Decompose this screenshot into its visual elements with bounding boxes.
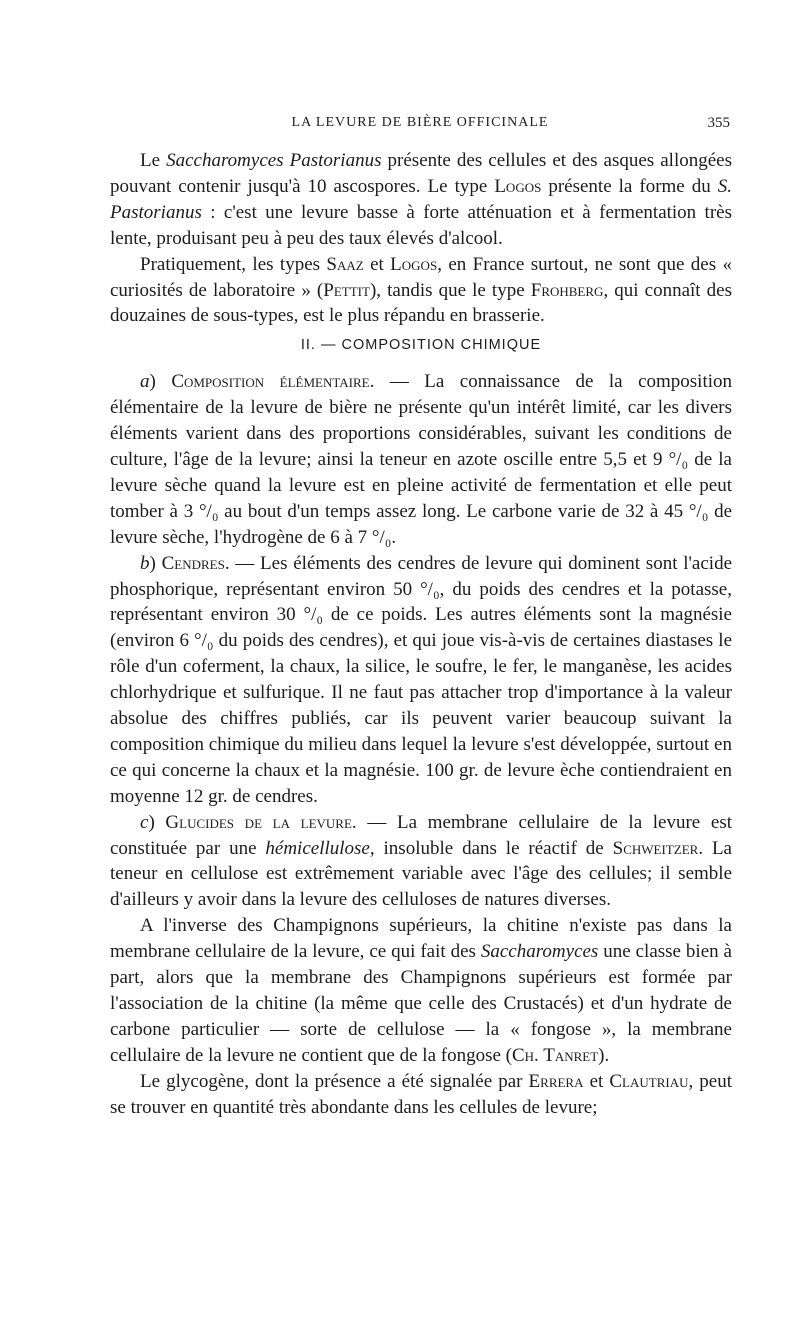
italic-term: Saccharomyces [480, 941, 599, 963]
italic-term: hémicellulose [265, 837, 370, 859]
text-run: et [583, 1070, 610, 1092]
text-run: , insoluble dans le réactif de [369, 837, 613, 859]
text-run: , peut se trouver en quantité très abondante dans les cellules de levure; [110, 1070, 733, 1118]
text-run: une classe bien à part, alors que la membrane des Champignons supérieurs est formée par l'association de la chitine (la même que celle des Crustacés) et d'un hydrate de carbone particulier — sorte de cellulose — la « fongose », la membrane cellulaire de la levure ne contient que de la fongose ( [110, 941, 732, 1066]
text-run: ) [149, 552, 162, 574]
text-run: : c'est une levure basse à forte atténuation et à fermentation très lente, produisant peu à peu des taux élevés d'alcool. [110, 201, 732, 249]
paragraph-saccharomyces-pastorianus [110, 148, 732, 252]
subsection-title: Composition élémentaire [171, 371, 370, 393]
paragraph-types-saaz-logos [110, 252, 732, 330]
item-letter: a [140, 371, 150, 393]
italic-term: S. Pastorianus [110, 175, 732, 223]
paragraph-composition-elementaire [110, 369, 732, 550]
text-run: présente des cellules et des asques allongées pouvant contenir jusqu'à 10 ascospores. Le type [110, 150, 732, 197]
section-heading: II. — COMPOSITION CHIMIQUE [300, 337, 542, 354]
text-run: ) [148, 811, 166, 833]
text-run: A l'inverse des Champignons supérieurs, la chitine n'existe pas dans la membrane cellulaire de la levure, ce qui fait des [110, 915, 732, 963]
author-name: Schweitzer [612, 837, 699, 859]
text-run: présente la forme du [541, 175, 718, 197]
text-run: . La teneur en cellulose est extrêmement variable avec l'âge des cellules; il semble d'ailleurs y avoir dans la levure des celluloses de natures diverses. [110, 837, 732, 911]
author-name: Errera [528, 1070, 584, 1092]
text-run: , qui connaît des douzaines de sous-types, est le plus répandu en brasserie. [110, 279, 733, 327]
text-run: et [363, 253, 391, 275]
paragraph-cendres [110, 551, 732, 810]
author-name: Pettit [323, 279, 370, 301]
running-title: LA LEVURE DE BIÈRE OFFICINALE [291, 115, 549, 130]
body-text [110, 148, 732, 1121]
text-run: Le glycogène, dont la présence a été signalée par [140, 1070, 529, 1092]
text-run: . — La membrane cellulaire de la levure est constituée par une [110, 811, 733, 859]
text-run: Pratiquement, les types [140, 253, 327, 275]
subsection-title: Cendres [161, 552, 225, 574]
item-letter: b [140, 552, 150, 574]
text-run: , en France surtout, ne sont que des « curiosités de laboratoire » ( [110, 253, 732, 301]
subsection-title: Glucides de la levure [165, 811, 352, 833]
page-header [110, 113, 730, 135]
small-caps-term: Logos [390, 253, 438, 275]
text-run: Le [140, 150, 167, 171]
author-name: Clautriau [609, 1070, 689, 1092]
text-run: ). [598, 1044, 610, 1066]
text-run: ) [149, 371, 172, 393]
paragraph-glycogene [110, 1069, 732, 1121]
text-run: ), tandis que le type [369, 279, 531, 301]
page-number: 355 [707, 115, 730, 131]
text-run: . — La connaissance de la composition élémentaire de la levure de bière ne présente qu'un intérêt limité, car les divers éléments varient dans des proportions considérables, suivant les conditions de culture, l'âge de la levure; ainsi la teneur en azote oscille entre 5,5 et 9 °/₀ de la levure sèche quand la levure est en pleine activité de fermentation et elle peut tomber à 3 °/₀ au bout d'un temps assez long. Le carbone varie de 32 à 45 °/₀ de levure sèche, l'hydrogène de 6 à 7 °/₀. [110, 371, 733, 548]
small-caps-term: Saaz [326, 253, 364, 275]
text-run: . — Les éléments des cendres de levure qui dominent sont l'acide phosphorique, représentant environ 50 °/₀, du poids des cendres et la potasse, représentant environ 30 °/₀ de ce poids. Les autres éléments sont la magnésie (environ 6 °/₀ du poids des cendres), et qui joue vis-à-vis de certaines diastases le rôle d'un coferment, la chaux, la silice, le soufre, le fer, le manganèse, les acides chlorhydrique et sulfurique. Il ne faut pas attacher trop d'importance à la valeur absolue des chiffres publiés, car ils peuvent varier beaucoup suivant la composition chimique du milieu dans lequel la levure s'est développée, surtout en ce qui concerne la chaux et la magnésie. 100 gr. de levure èche contiendraient en moyenne 12 gr. de cendres. [110, 552, 733, 807]
paragraph-chitine [110, 913, 732, 1068]
small-caps-term: Frohberg [530, 279, 604, 301]
italic-term: Saccharomyces Pastorianus [166, 150, 382, 171]
author-name: Ch. Tanret [512, 1044, 599, 1066]
item-letter: c [140, 811, 149, 833]
paragraph-glucides [110, 810, 732, 914]
small-caps-term: Logos [494, 175, 542, 197]
